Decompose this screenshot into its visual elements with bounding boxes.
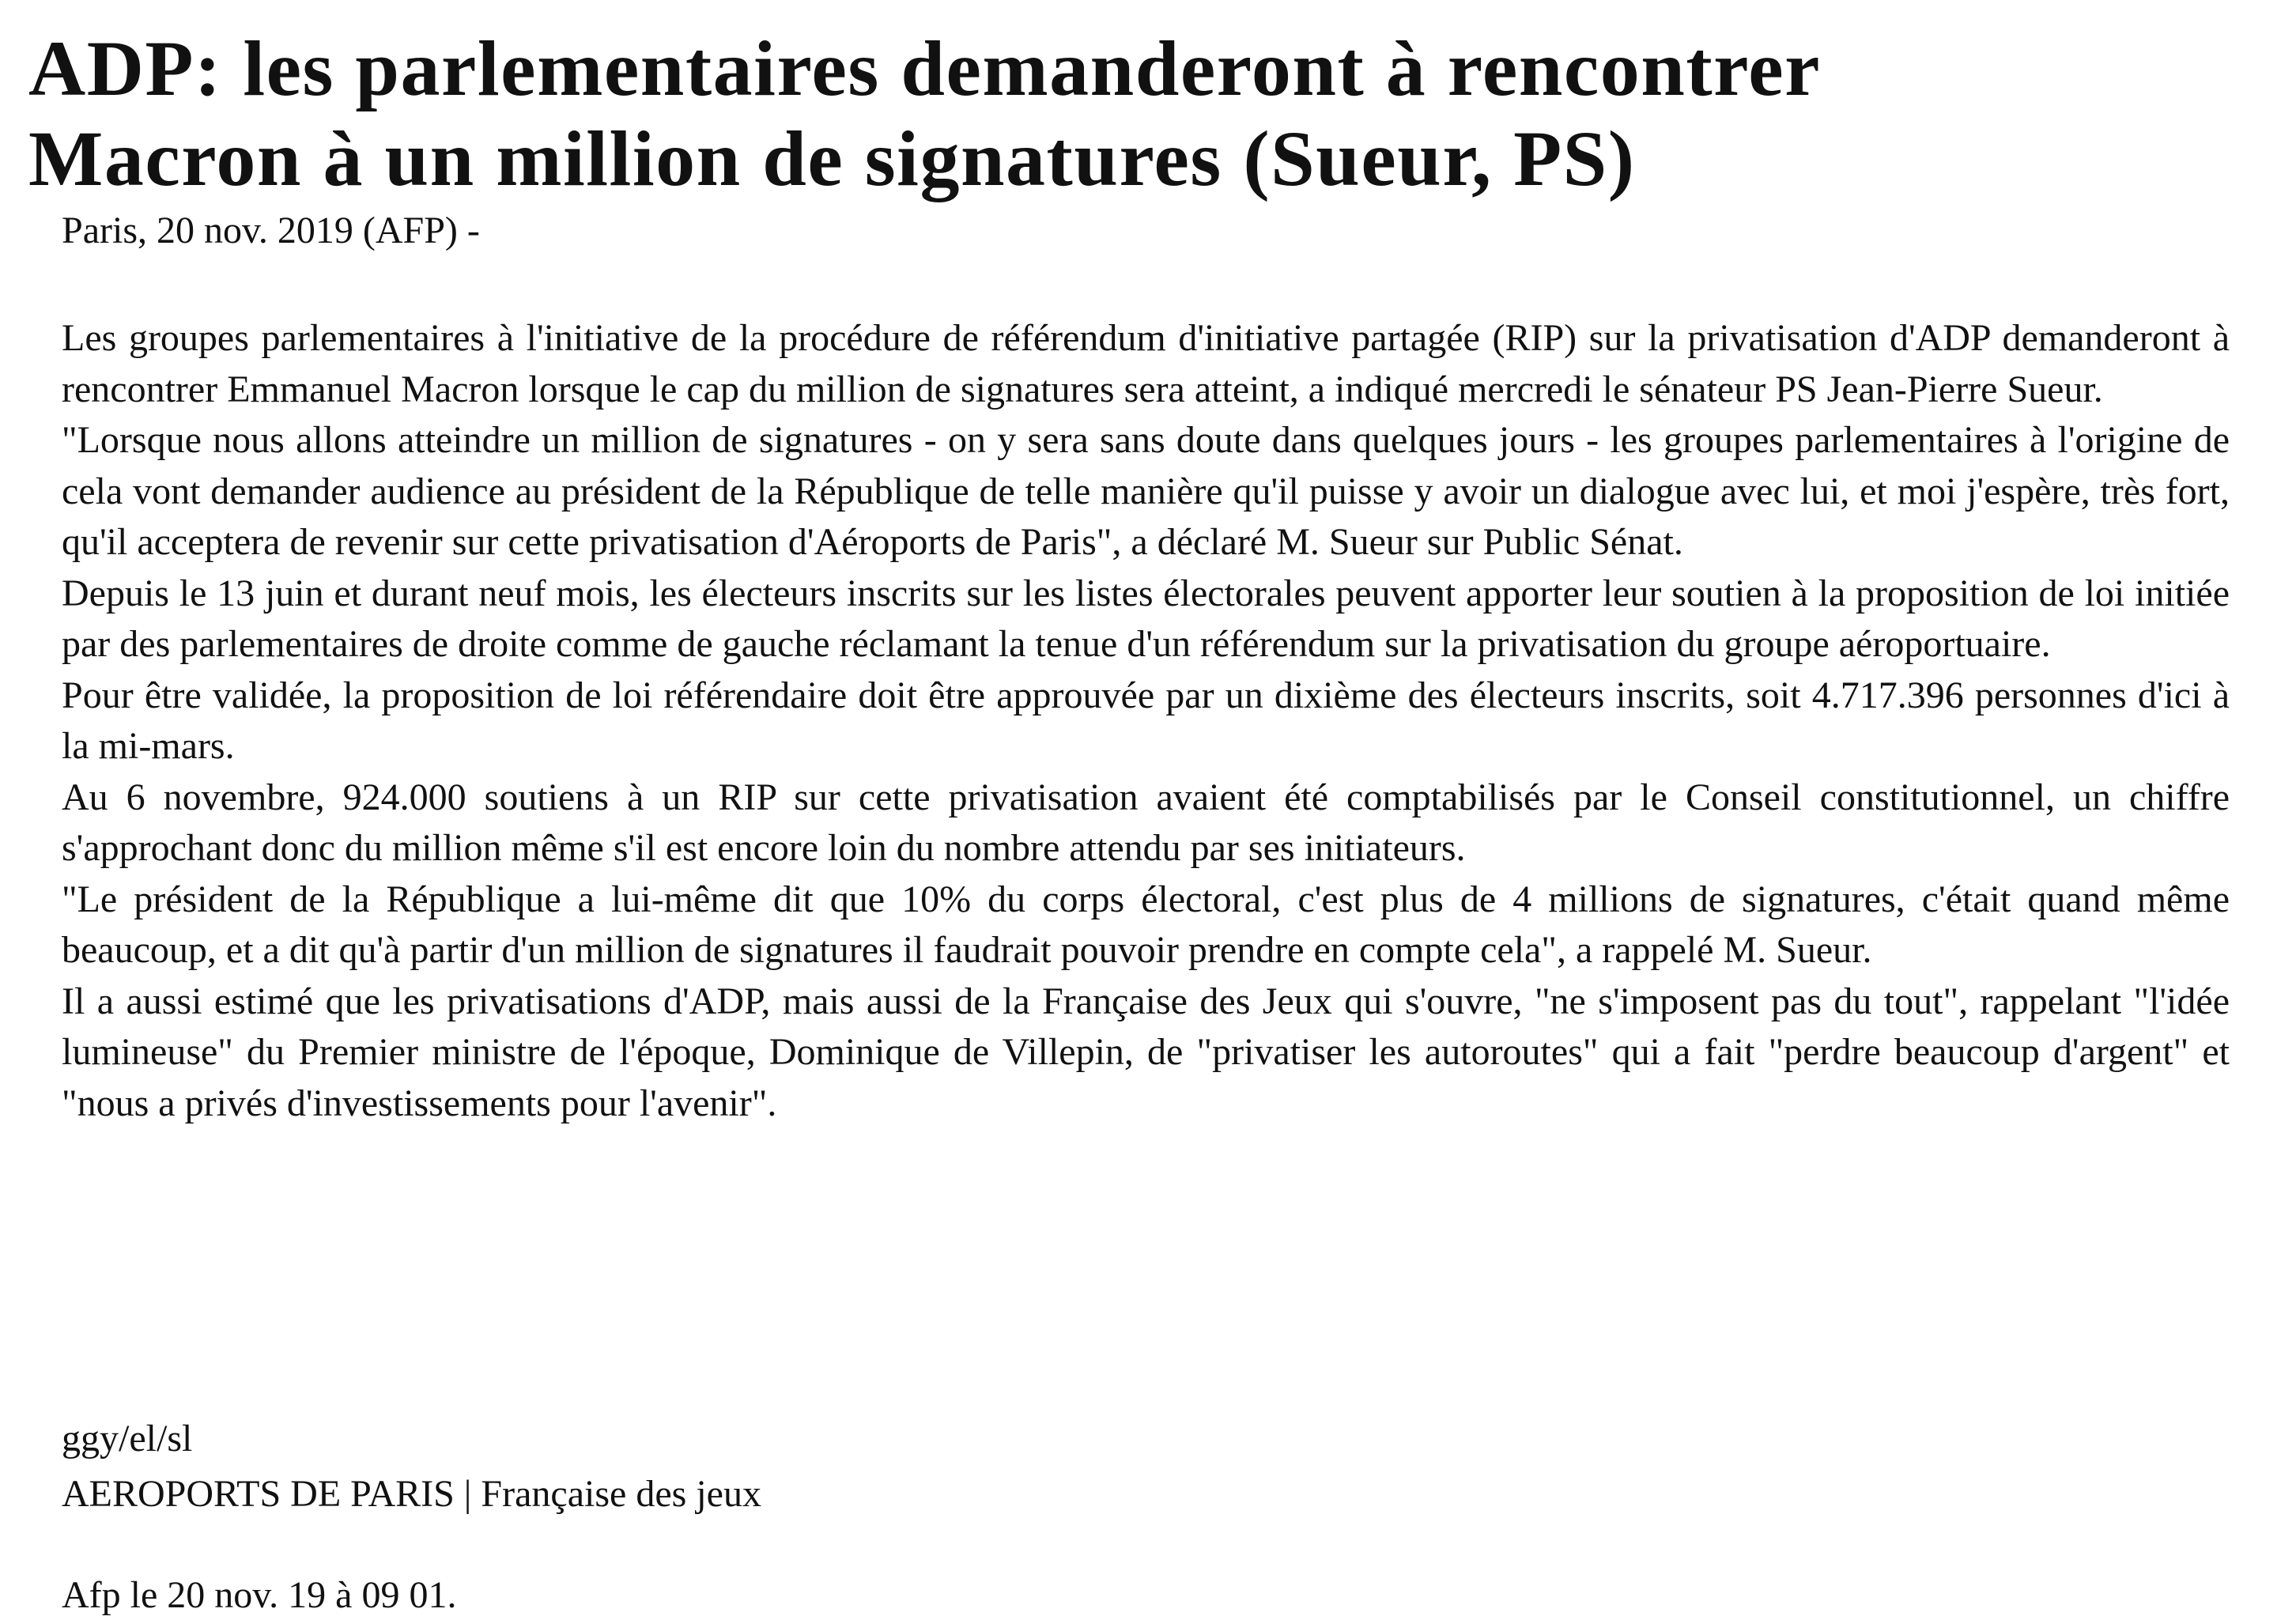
headline-line-2: Macron à un million de signatures (Sueur, PS): [28, 115, 1636, 202]
article-signature: ggy/el/sl: [62, 1418, 193, 1460]
afp-timestamp: Afp le 20 nov. 19 à 09 01.: [62, 1574, 457, 1616]
article-tags: AEROPORTS DE PARIS | Française des jeux: [62, 1473, 761, 1515]
article-body: [62, 313, 2230, 1129]
article-dateline: Paris, 20 nov. 2019 (AFP) -: [62, 210, 480, 251]
article-paragraph-2: "Lorsque nous allons atteindre un million de signatures - on y sera sans doute dans quelques jours - les groupes parlementaires à l'origine de cela vont demander audience au président de la République de telle manière qu'il puisse y avoir un dialogue avec lui, et moi j'espère, très fort, qu'il acceptera de revenir sur cette privatisation d'Aéroports de Paris", a déclaré M. Sueur sur Public Sénat.: [62, 419, 2230, 563]
article-paragraph-3: Depuis le 13 juin et durant neuf mois, les électeurs inscrits sur les listes électorales peuvent apporter leur soutien à la proposition de loi initiée par des parlementaires de droite comme de gauche réclamant la tenue d'un référendum sur la privatisation du groupe aéroportuaire.: [62, 572, 2230, 665]
article-paragraph-4: Pour être validée, la proposition de loi référendaire doit être approuvée par un dixième des électeurs inscrits, soit 4.717.396 personnes d'ici à la mi-mars.: [62, 674, 2230, 767]
headline-line-1: ADP: les parlementaires demanderont à rencontrer: [28, 25, 1821, 112]
article-paragraph-6: "Le président de la République a lui-même dit que 10% du corps électoral, c'est plus de 4 millions de signatures, c'était quand même beaucoup, et a dit qu'à partir d'un million de signatures il faudrait pouvoir prendre en compte cela", a rappelé M. Sueur.: [62, 878, 2230, 971]
article-paragraph-1: Les groupes parlementaires à l'initiative de la procédure de référendum d'initiative partagée (RIP) sur la privatisation d'ADP demanderont à rencontrer Emmanuel Macron lorsque le cap du million de signatures sera atteint, a indiqué mercredi le sénateur PS Jean-Pierre Sueur.: [62, 317, 2230, 410]
article-headline: [28, 24, 2163, 204]
article-paragraph-5: Au 6 novembre, 924.000 soutiens à un RIP sur cette privatisation avaient été comptabilisés par le Conseil constitutionnel, un chiffre s'approchant donc du million même s'il est encore loin du nombre attendu par ses initiateurs.: [62, 776, 2230, 869]
article-paragraph-7: Il a aussi estimé que les privatisations d'ADP, mais aussi de la Française des Jeux qui s'ouvre, "ne s'imposent pas du tout", rappelant "l'idée lumineuse" du Premier ministre de l'époque, Dominique de Villepin, de "privatiser les autoroutes" qui a fait "perdre beaucoup d'argent" et "nous a privés d'investissements pour l'avenir".: [62, 980, 2230, 1124]
